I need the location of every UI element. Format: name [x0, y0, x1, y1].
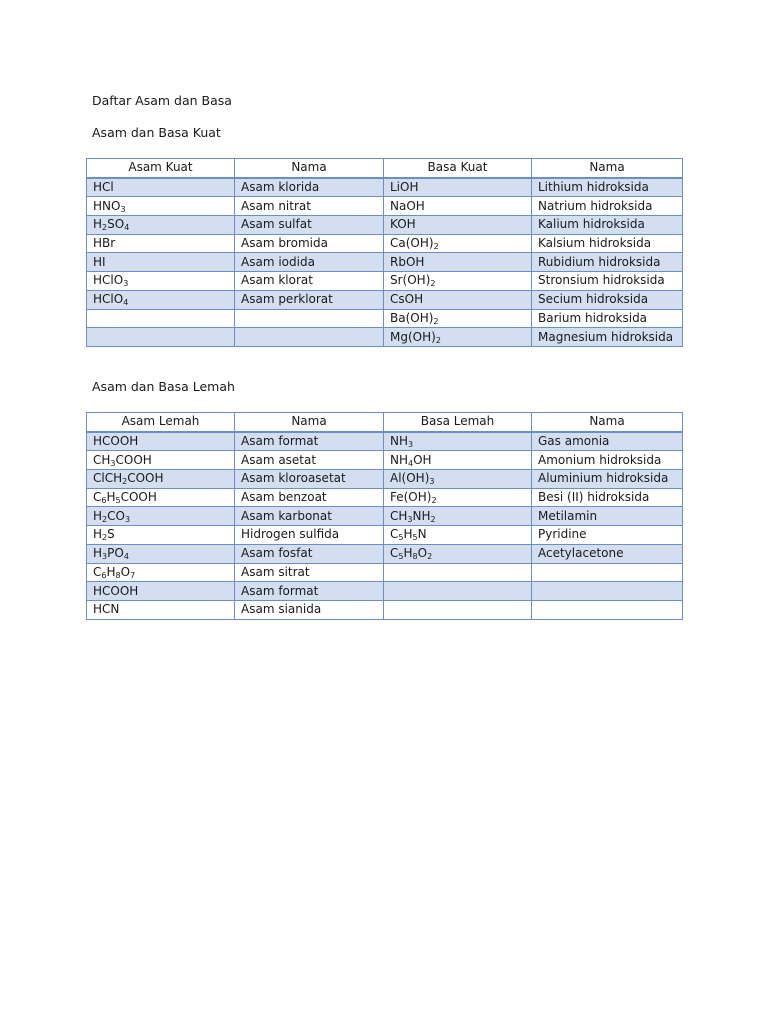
base-formula-cell	[384, 234, 532, 253]
table-row	[87, 582, 683, 601]
formula-text: HClO	[93, 292, 124, 307]
acid-name-cell: Asam benzoat	[235, 488, 384, 507]
column-header-weak-base: Basa Lemah	[384, 413, 532, 432]
formula-subscript: 2	[427, 552, 433, 562]
acid-formula-cell	[87, 544, 235, 563]
acid-formula-cell	[87, 451, 235, 470]
acid-formula-cell	[87, 526, 235, 545]
base-formula-cell	[384, 451, 532, 470]
formula-text: C	[93, 564, 102, 579]
acid-formula-cell	[87, 309, 235, 328]
weak-acid-base-table	[86, 412, 683, 620]
base-name-cell: Amonium hidroksida	[532, 451, 683, 470]
formula-text: COOH	[127, 471, 164, 486]
acid-formula-cell	[87, 488, 235, 507]
column-header-base-name: Nama	[532, 159, 683, 178]
base-formula-cell	[384, 309, 532, 328]
formula-text: CsOH	[390, 292, 424, 307]
acid-formula-cell	[87, 197, 235, 216]
table-row	[87, 197, 683, 216]
formula-text: C	[390, 546, 399, 561]
acid-formula-cell	[87, 290, 235, 309]
base-name-cell: Stronsium hidroksida	[532, 272, 683, 291]
weak-table-body	[87, 432, 683, 619]
formula-text: LiOH	[390, 180, 419, 195]
base-formula-cell	[384, 253, 532, 272]
acid-name-cell: Hidrogen sulfida	[235, 526, 384, 545]
table-row	[87, 178, 683, 197]
formula-subscript: 2	[102, 514, 108, 524]
base-formula-cell	[384, 470, 532, 489]
formula-subscript: 2	[435, 335, 441, 345]
acid-formula-cell	[87, 507, 235, 526]
table-row	[87, 544, 683, 563]
strong-table-body	[87, 178, 683, 347]
acid-name-cell: Asam karbonat	[235, 507, 384, 526]
formula-text: Ba(OH)	[390, 310, 434, 325]
formula-text: NH	[412, 508, 431, 523]
formula-text: C	[390, 527, 399, 542]
base-formula-cell	[384, 507, 532, 526]
formula-text: N	[417, 527, 427, 542]
formula-subscript: 2	[433, 242, 439, 252]
formula-subscript: 2	[102, 223, 108, 233]
formula-text: SO	[107, 217, 125, 232]
formula-text: Al(OH)	[390, 471, 430, 486]
base-name-cell: Aluminium hidroksida	[532, 470, 683, 489]
formula-subscript: 4	[124, 223, 130, 233]
formula-text: HNO	[93, 198, 121, 213]
formula-text: HI	[93, 254, 106, 269]
acid-name-cell: Asam asetat	[235, 451, 384, 470]
base-formula-cell	[384, 488, 532, 507]
formula-subscript: 4	[408, 458, 414, 468]
formula-subscript: 5	[398, 552, 404, 562]
acid-formula-cell	[87, 234, 235, 253]
formula-text: ClCH	[93, 471, 123, 486]
formula-subscript: 6	[101, 496, 107, 506]
formula-subscript: 5	[115, 496, 121, 506]
formula-subscript: 3	[408, 440, 414, 450]
formula-text: Sr(OH)	[390, 273, 431, 288]
formula-text: CH	[93, 452, 111, 467]
acid-formula-cell	[87, 563, 235, 582]
document-title: Daftar Asam dan Basa	[92, 93, 232, 108]
table-row	[87, 432, 683, 451]
formula-text: HBr	[93, 236, 116, 251]
formula-text: HCl	[93, 180, 114, 195]
table-row	[87, 328, 683, 347]
table-row	[87, 488, 683, 507]
formula-subscript: 2	[122, 477, 128, 487]
acid-name-cell: Asam perklorat	[235, 290, 384, 309]
formula-subscript: 4	[123, 552, 129, 562]
table-row	[87, 216, 683, 235]
base-formula-cell	[384, 544, 532, 563]
formula-subscript: 2	[102, 533, 108, 543]
base-name-cell	[532, 600, 683, 619]
table-row	[87, 309, 683, 328]
acid-name-cell: Asam sitrat	[235, 563, 384, 582]
base-name-cell: Kalsium hidroksida	[532, 234, 683, 253]
acid-formula-cell	[87, 582, 235, 601]
formula-text: Mg(OH)	[390, 329, 436, 344]
formula-text: H	[403, 546, 413, 561]
table-row	[87, 272, 683, 291]
formula-subscript: 7	[130, 570, 136, 580]
formula-subscript: 4	[123, 298, 129, 308]
formula-text: COOH	[120, 490, 157, 505]
table-row	[87, 563, 683, 582]
base-name-cell: Pyridine	[532, 526, 683, 545]
acid-formula-cell	[87, 178, 235, 197]
base-name-cell: Barium hidroksida	[532, 309, 683, 328]
acid-name-cell: Asam bromida	[235, 234, 384, 253]
table-row	[87, 253, 683, 272]
acid-name-cell: Asam nitrat	[235, 197, 384, 216]
base-name-cell: Secium hidroksida	[532, 290, 683, 309]
formula-text: HCOOH	[93, 434, 139, 449]
base-formula-cell	[384, 272, 532, 291]
formula-subscript: 3	[429, 477, 435, 487]
base-formula-cell	[384, 178, 532, 197]
acid-formula-cell	[87, 253, 235, 272]
table-row	[87, 470, 683, 489]
column-header-acid-name: Nama	[235, 413, 384, 432]
formula-text: HCOOH	[93, 583, 139, 598]
column-header-strong-acid: Asam Kuat	[87, 159, 235, 178]
base-name-cell: Metilamin	[532, 507, 683, 526]
strong-acid-base-table	[86, 158, 683, 347]
base-name-cell: Gas amonia	[532, 432, 683, 451]
base-name-cell: Natrium hidroksida	[532, 197, 683, 216]
formula-subscript: 3	[120, 204, 126, 214]
formula-text: S	[107, 527, 115, 542]
acid-formula-cell	[87, 216, 235, 235]
table-row	[87, 507, 683, 526]
base-name-cell: Kalium hidroksida	[532, 216, 683, 235]
formula-text: HCN	[93, 602, 120, 617]
formula-subscript: 3	[102, 552, 108, 562]
formula-subscript: 3	[407, 514, 413, 524]
acid-name-cell	[235, 309, 384, 328]
table-header-row	[87, 159, 683, 178]
formula-text: CH	[390, 508, 408, 523]
section-heading-weak: Asam dan Basa Lemah	[92, 379, 235, 394]
acid-formula-cell	[87, 600, 235, 619]
column-header-acid-name: Nama	[235, 159, 384, 178]
formula-text: H	[106, 490, 116, 505]
formula-text: HClO	[93, 273, 124, 288]
formula-subscript: 3	[124, 514, 131, 524]
table-row	[87, 451, 683, 470]
formula-subscript: 2	[433, 316, 439, 326]
formula-subscript: 2	[430, 514, 436, 524]
formula-text: O	[120, 564, 131, 579]
formula-text: RbOH	[390, 254, 425, 269]
formula-subscript: 2	[431, 496, 437, 506]
acid-name-cell: Asam format	[235, 432, 384, 451]
column-header-strong-base: Basa Kuat	[384, 159, 532, 178]
acid-name-cell: Asam kloroasetat	[235, 470, 384, 489]
base-name-cell	[532, 563, 683, 582]
formula-subscript: 2	[430, 279, 436, 289]
formula-text: NH	[390, 452, 408, 467]
formula-text: H	[106, 564, 116, 579]
acid-name-cell: Asam fosfat	[235, 544, 384, 563]
column-header-base-name: Nama	[532, 413, 683, 432]
base-formula-cell	[384, 216, 532, 235]
formula-text: OH	[413, 452, 432, 467]
formula-text: KOH	[390, 217, 416, 232]
base-name-cell	[532, 582, 683, 601]
base-formula-cell	[384, 563, 532, 582]
base-name-cell: Besi (II) hidroksida	[532, 488, 683, 507]
formula-text: H	[93, 527, 103, 542]
table-row	[87, 290, 683, 309]
base-formula-cell	[384, 582, 532, 601]
base-formula-cell	[384, 526, 532, 545]
table-row	[87, 234, 683, 253]
base-formula-cell	[384, 600, 532, 619]
acid-name-cell	[235, 328, 384, 347]
base-name-cell: Rubidium hidroksida	[532, 253, 683, 272]
formula-text: C	[93, 490, 102, 505]
acid-name-cell: Asam iodida	[235, 253, 384, 272]
acid-name-cell: Asam sianida	[235, 600, 384, 619]
formula-text: NaOH	[390, 198, 425, 213]
base-formula-cell	[384, 432, 532, 451]
section-heading-strong: Asam dan Basa Kuat	[92, 125, 221, 140]
formula-text: H	[403, 527, 413, 542]
base-name-cell: Magnesium hidroksida	[532, 328, 683, 347]
acid-formula-cell	[87, 432, 235, 451]
formula-text: NH	[390, 434, 408, 449]
formula-text: Ca(OH)	[390, 236, 434, 251]
base-name-cell: Acetylacetone	[532, 544, 683, 563]
acid-name-cell: Asam klorat	[235, 272, 384, 291]
base-name-cell: Lithium hidroksida	[532, 178, 683, 197]
formula-text: COOH	[115, 452, 152, 467]
formula-subscript: 6	[101, 570, 107, 580]
formula-subscript: 3	[110, 458, 116, 468]
base-formula-cell	[384, 290, 532, 309]
formula-text: H	[93, 546, 103, 561]
acid-name-cell: Asam klorida	[235, 178, 384, 197]
acid-name-cell: Asam format	[235, 582, 384, 601]
table-row	[87, 600, 683, 619]
table-header-row	[87, 413, 683, 432]
base-formula-cell	[384, 328, 532, 347]
formula-subscript: 5	[412, 533, 418, 543]
formula-text: H	[93, 508, 103, 523]
acid-formula-cell	[87, 328, 235, 347]
acid-formula-cell	[87, 272, 235, 291]
column-header-weak-acid: Asam Lemah	[87, 413, 235, 432]
acid-formula-cell	[87, 470, 235, 489]
formula-text: Fe(OH)	[390, 490, 432, 505]
formula-subscript: 5	[398, 533, 404, 543]
table-row	[87, 526, 683, 545]
formula-text: PO	[107, 546, 124, 561]
formula-subscript: 3	[123, 279, 129, 289]
formula-text: CO	[107, 508, 125, 523]
formula-text: H	[93, 217, 103, 232]
base-formula-cell	[384, 197, 532, 216]
formula-subscript: 8	[115, 570, 121, 580]
formula-subscript: 8	[412, 552, 418, 562]
acid-name-cell: Asam sulfat	[235, 216, 384, 235]
formula-text: O	[417, 546, 428, 561]
